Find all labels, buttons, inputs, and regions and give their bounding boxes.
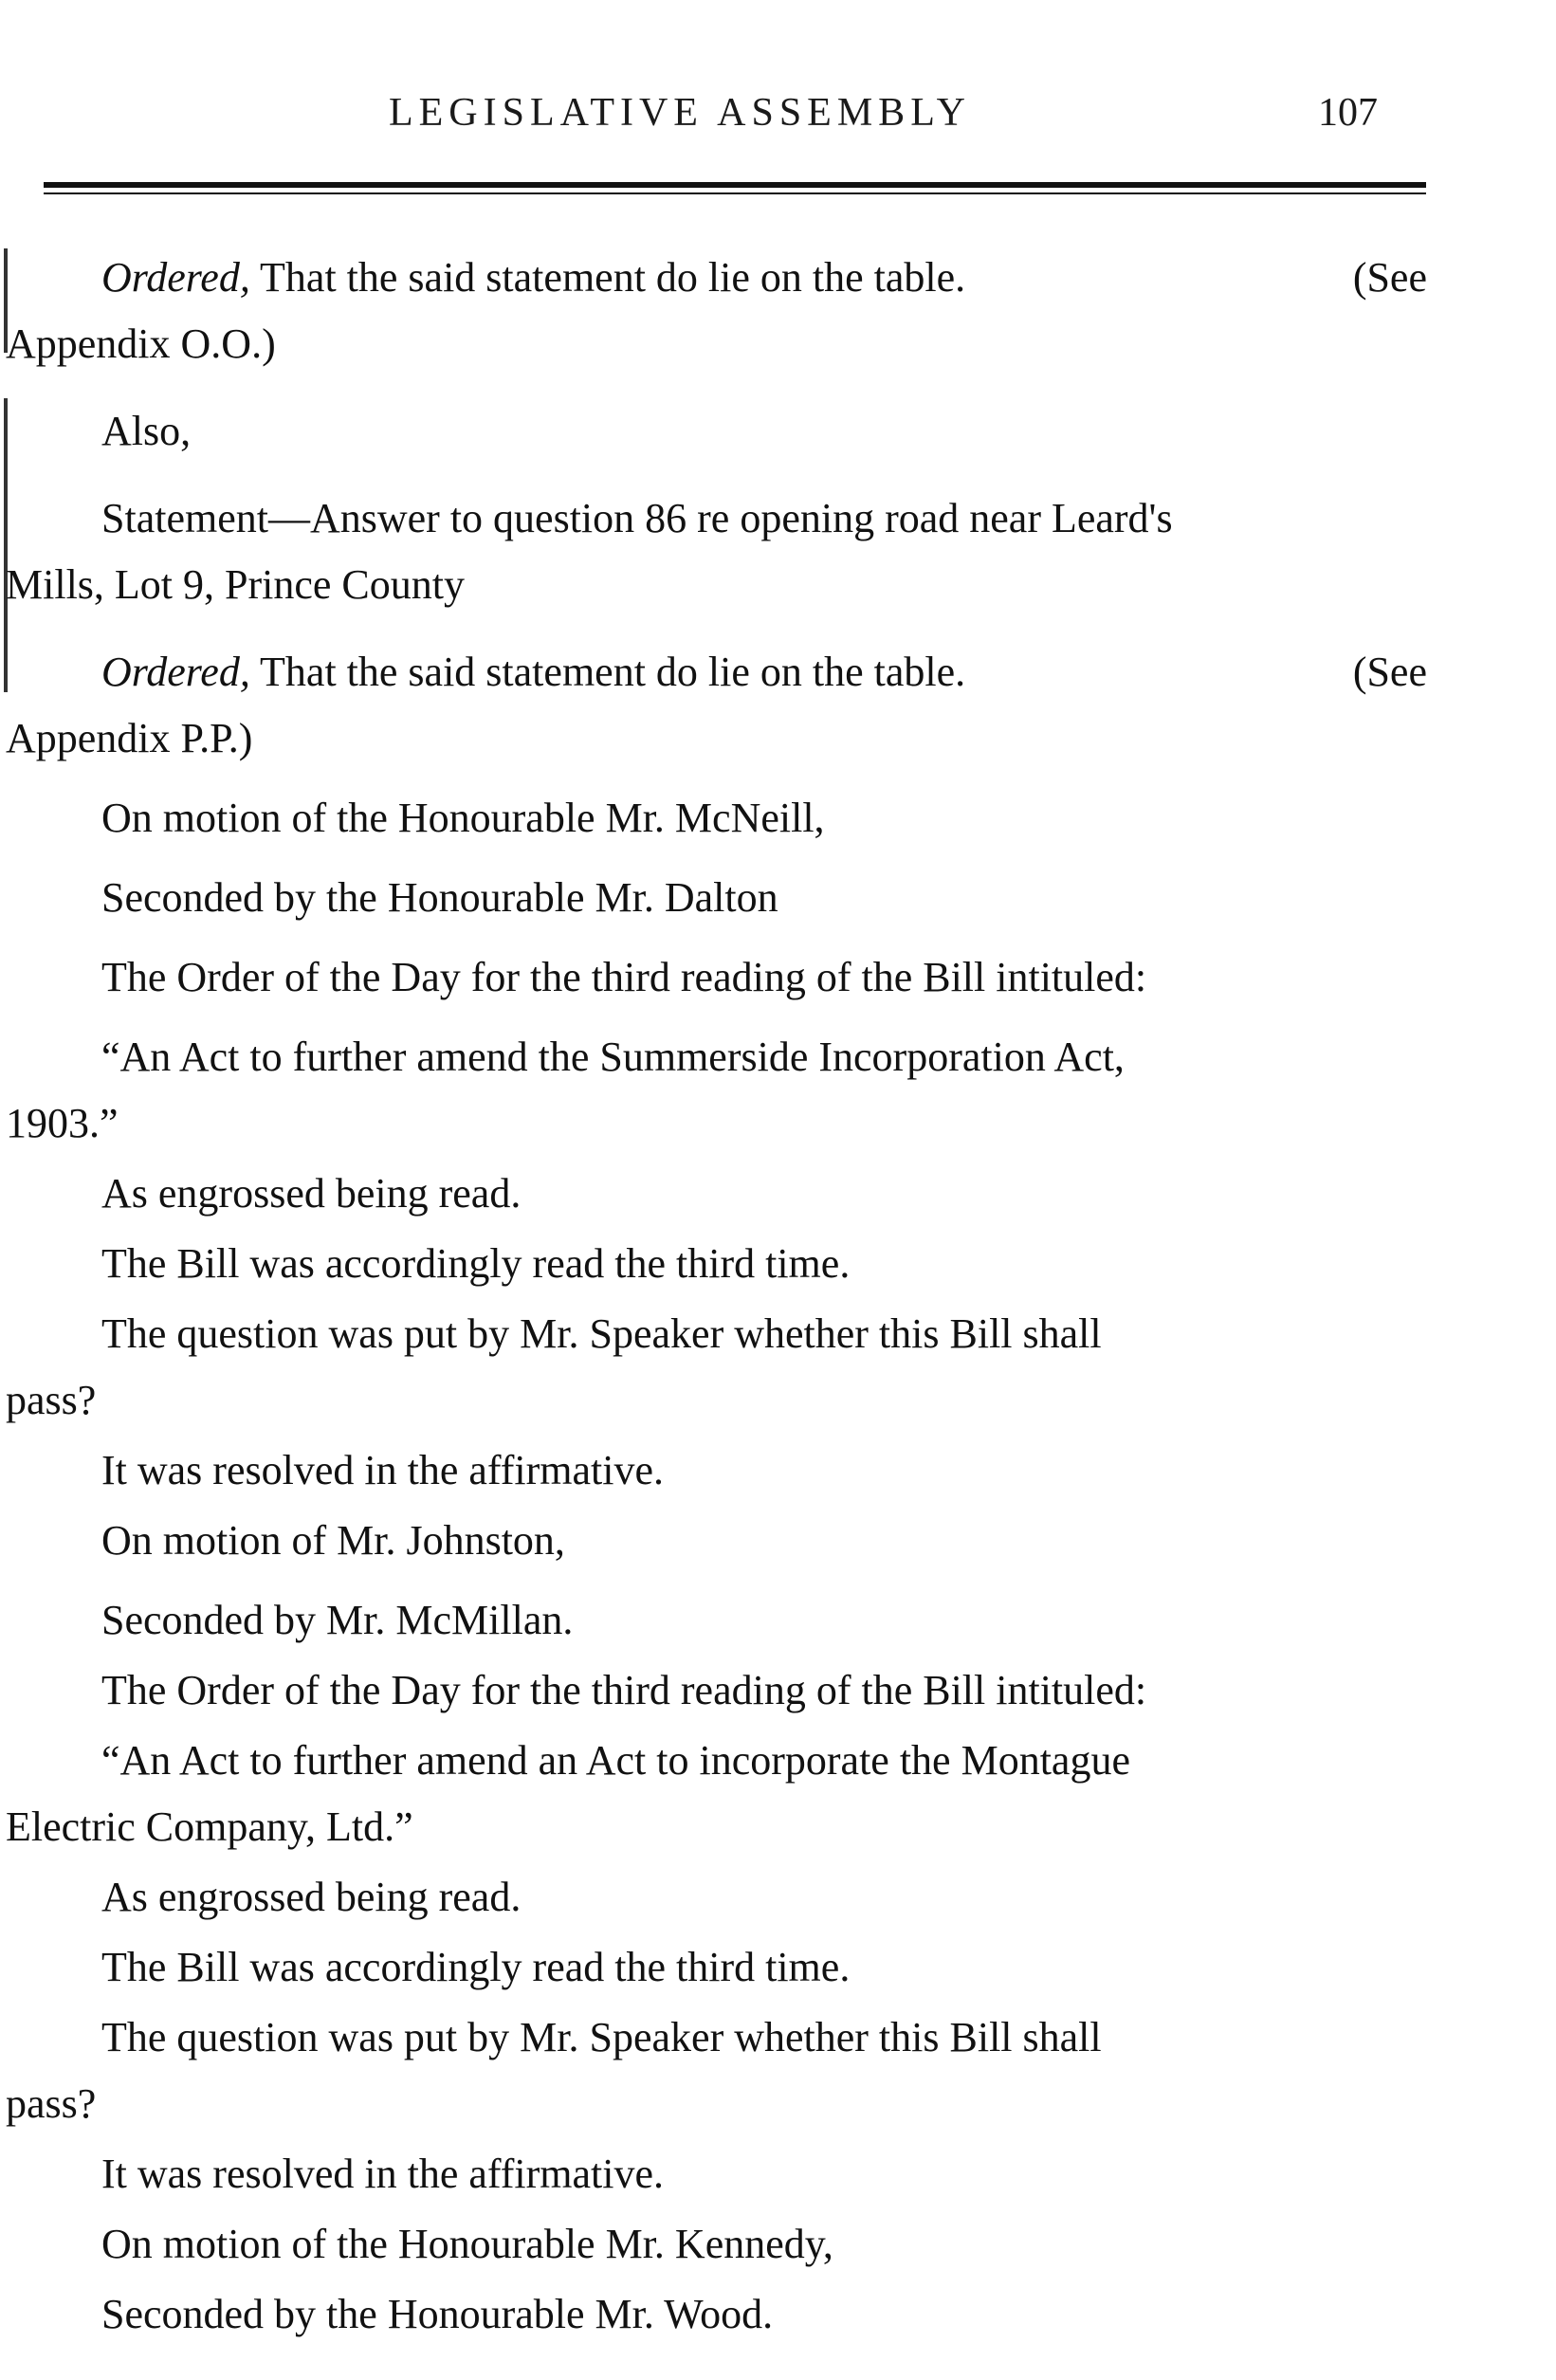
text-line: pass?: [6, 2080, 97, 2127]
paragraph-engrossed: As engrossed being read.: [101, 1874, 522, 1920]
text-line: Electric Company, Ltd.”: [6, 1803, 413, 1850]
paragraph-order-of-day: The Order of the Day for the third reading of the Bill intituled:: [101, 1667, 1147, 1713]
text-line: “An Act to further amend an Act to incorporate the Montague: [101, 1737, 1130, 1784]
paragraph-third-reading: The Bill was accordingly read the third time.: [101, 1944, 851, 1990]
paragraph-question: [0, 1301, 1556, 1434]
text-line: 1903.”: [6, 1100, 119, 1146]
ordered-word: Ordered,: [101, 254, 250, 301]
paragraph-ordered-pp: [0, 639, 1556, 772]
text-line: “An Act to further amend the Summerside Incorporation Act,: [101, 1034, 1125, 1080]
text-fragment: (See: [1352, 254, 1427, 301]
text-line: The question was put by Mr. Speaker whether this Bill shall: [101, 1310, 1102, 1357]
header-rule-thick: [44, 182, 1426, 188]
header-rule-thin: [44, 192, 1426, 194]
page-header: [0, 90, 1556, 147]
paragraph-resolved: It was resolved in the affirmative.: [101, 1447, 664, 1493]
paragraph-engrossed: As engrossed being read.: [101, 1170, 522, 1217]
paragraph-also: Also,: [101, 408, 192, 454]
paragraph-order-of-day: The Order of the Day for the third reading of the Bill intituled:: [101, 954, 1147, 1000]
running-title: LEGISLATIVE ASSEMBLY: [389, 91, 971, 135]
proceedings-text: [0, 245, 1556, 2348]
text-fragment: That the said statement do lie on the table.: [260, 254, 966, 301]
text-line: Mills, Lot 9, Prince County: [6, 561, 465, 608]
paragraph-motion: On motion of the Honourable Mr. Kennedy,: [101, 2221, 833, 2267]
text-fragment: (See: [1352, 649, 1427, 695]
text-fragment: That the said statement do lie on the table.: [260, 649, 966, 695]
text-line: Statement—Answer to question 86 re opening road near Leard's: [101, 495, 1173, 541]
paragraph-seconded: Seconded by the Honourable Mr. Dalton: [101, 874, 778, 921]
text-line: Appendix P.P.): [6, 715, 253, 761]
paragraph-ordered-oo: [0, 245, 1556, 377]
paragraph-seconded: Seconded by Mr. McMillan.: [101, 1597, 574, 1643]
paragraph-motion: On motion of Mr. Johnston,: [101, 1517, 565, 1564]
text-line: The question was put by Mr. Speaker whether this Bill shall: [101, 2014, 1102, 2060]
paragraph-resolved: It was resolved in the affirmative.: [101, 2151, 664, 2197]
text-line: pass?: [6, 1377, 97, 1423]
paragraph-third-reading: The Bill was accordingly read the third time.: [101, 1240, 851, 1287]
paragraph-question: [0, 2005, 1556, 2137]
paragraph-bill-title: [0, 1024, 1556, 1157]
paragraph-bill-title: [0, 1728, 1556, 1860]
paragraph-seconded: Seconded by the Honourable Mr. Wood.: [101, 2291, 774, 2337]
paragraph-statement: [0, 485, 1556, 618]
text-line: Appendix O.O.): [6, 320, 276, 367]
ordered-word: Ordered,: [101, 649, 250, 695]
paragraph-motion: On motion of the Honourable Mr. McNeill,: [101, 795, 825, 841]
page-number: 107: [1318, 91, 1378, 135]
